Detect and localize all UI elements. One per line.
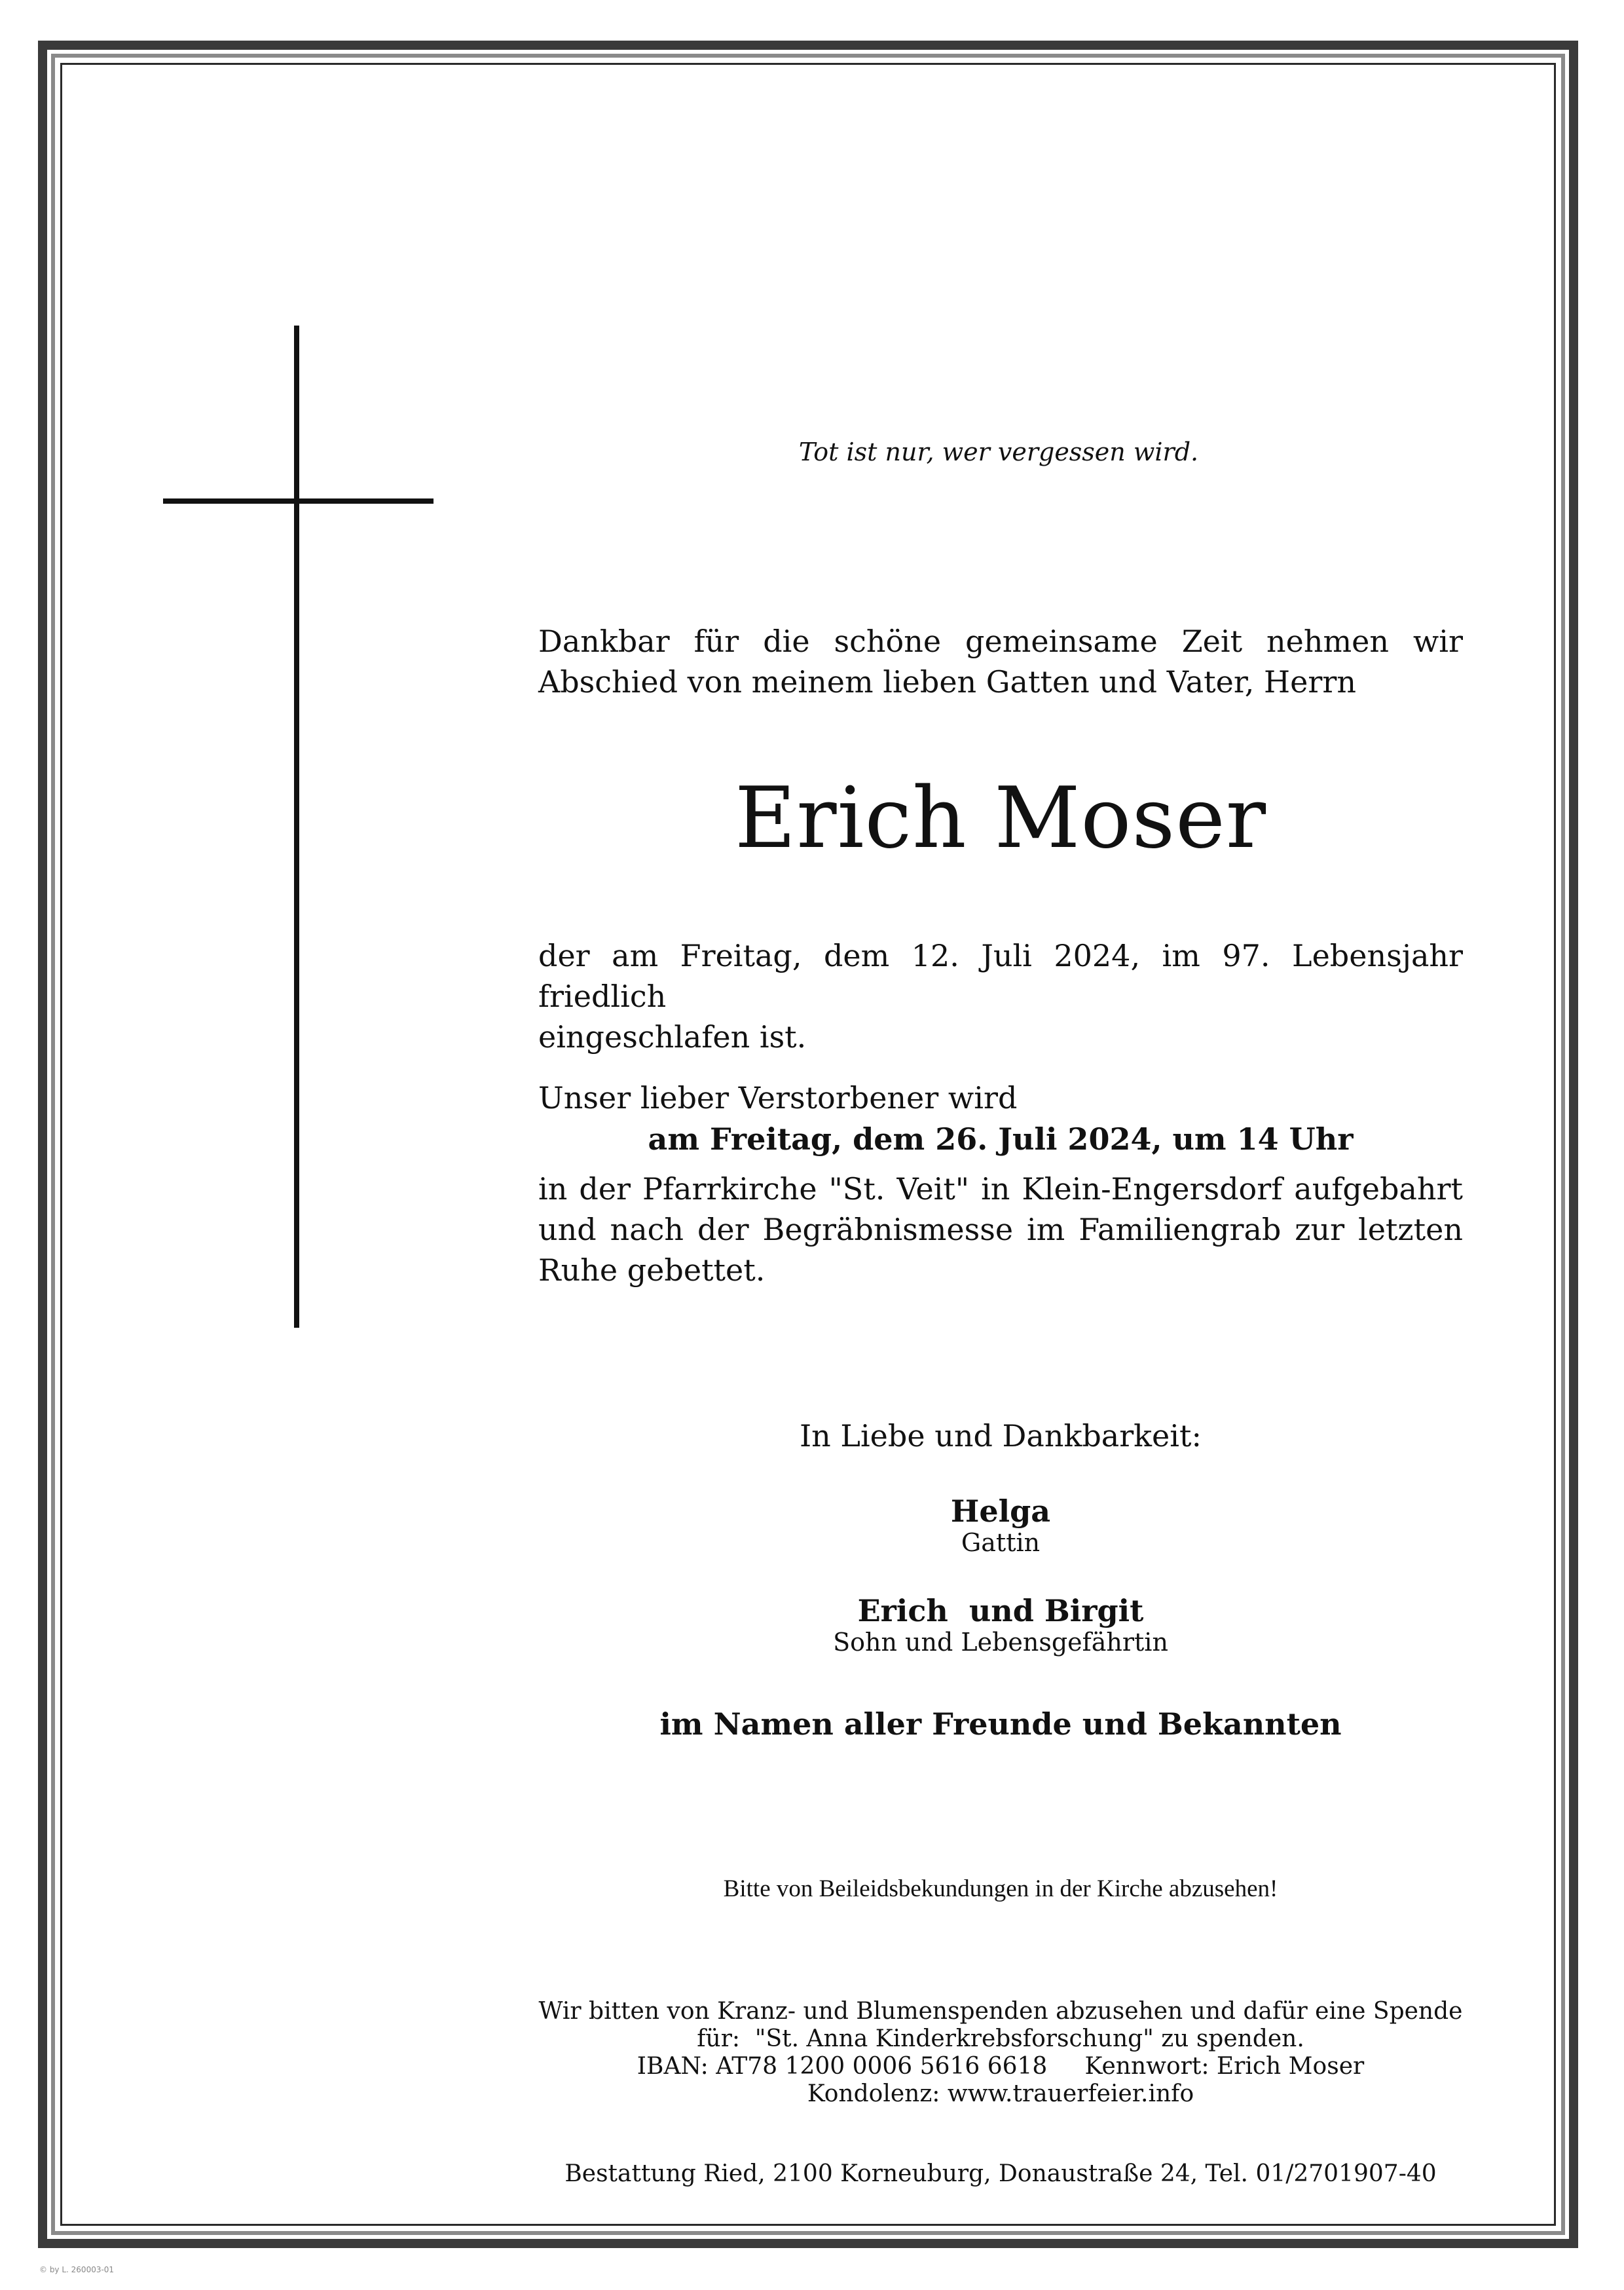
donation-line-4: Kondolenz: www.trauerfeier.info bbox=[807, 2080, 1194, 2107]
donation-line-2: für: "St. Anna Kinderkrebsforschung" zu spenden. bbox=[697, 2025, 1304, 2052]
funeral-line-1: in der Pfarrkirche "St. Veit" in Klein-Engersdorf aufgebahrt bbox=[538, 1171, 1463, 1207]
intro-text bbox=[538, 621, 1463, 702]
condolence-note: Bitte von Beileidsbekundungen in der Kirche abzusehen! bbox=[723, 1875, 1278, 1902]
funeral-intro: Unser lieber Verstorbener wird bbox=[538, 1080, 1018, 1116]
mourners-closing: im Namen aller Freunde und Bekannten bbox=[659, 1706, 1342, 1742]
donation-line-1: Wir bitten von Kranz- und Blumenspenden abzusehen und dafür eine Spende bbox=[538, 1998, 1463, 2025]
donation-request bbox=[538, 1998, 1463, 2108]
funeral-details bbox=[538, 1169, 1463, 1290]
cross-vertical-bar bbox=[294, 326, 299, 1328]
mourner-role: Sohn und Lebensgefährtin bbox=[833, 1628, 1168, 1657]
copyright-fineprint: © by L. 260003-01 bbox=[39, 2265, 115, 2274]
mourners-heading: In Liebe und Dankbarkeit: bbox=[800, 1418, 1202, 1454]
mourner-name: Helga bbox=[950, 1493, 1051, 1529]
deceased-name: Erich Moser bbox=[734, 770, 1267, 867]
funeral-line-2: und nach der Begräbnismesse im Familiengrab zur letzten bbox=[538, 1212, 1463, 1247]
cross-horizontal-bar bbox=[163, 498, 434, 504]
funeral-date: am Freitag, dem 26. Juli 2024, um 14 Uhr bbox=[648, 1121, 1354, 1157]
donation-line-3: IBAN: AT78 1200 0006 5616 6618 Kennwort: Erich Moser bbox=[637, 2053, 1365, 2080]
mourner-name: Erich und Birgit bbox=[857, 1593, 1144, 1628]
funeral-line-3: Ruhe gebettet. bbox=[538, 1252, 766, 1288]
memorial-quote: Tot ist nur, wer vergessen wird. bbox=[798, 438, 1199, 466]
death-notice bbox=[538, 935, 1463, 1057]
mourner-role: Gattin bbox=[961, 1528, 1041, 1557]
death-notice-line-2: eingeschlafen ist. bbox=[538, 1019, 807, 1055]
intro-line-1: Dankbar für die schöne gemeinsame Zeit nehmen wir bbox=[538, 624, 1463, 659]
funeral-home-footer: Bestattung Ried, 2100 Korneuburg, Donaustraße 24, Tel. 01/2701907-40 bbox=[564, 2160, 1437, 2187]
death-notice-line-1: der am Freitag, dem 12. Juli 2024, im 97. Lebensjahr friedlich bbox=[538, 938, 1463, 1014]
intro-line-2: Abschied von meinem lieben Gatten und Vater, Herrn bbox=[538, 664, 1356, 700]
